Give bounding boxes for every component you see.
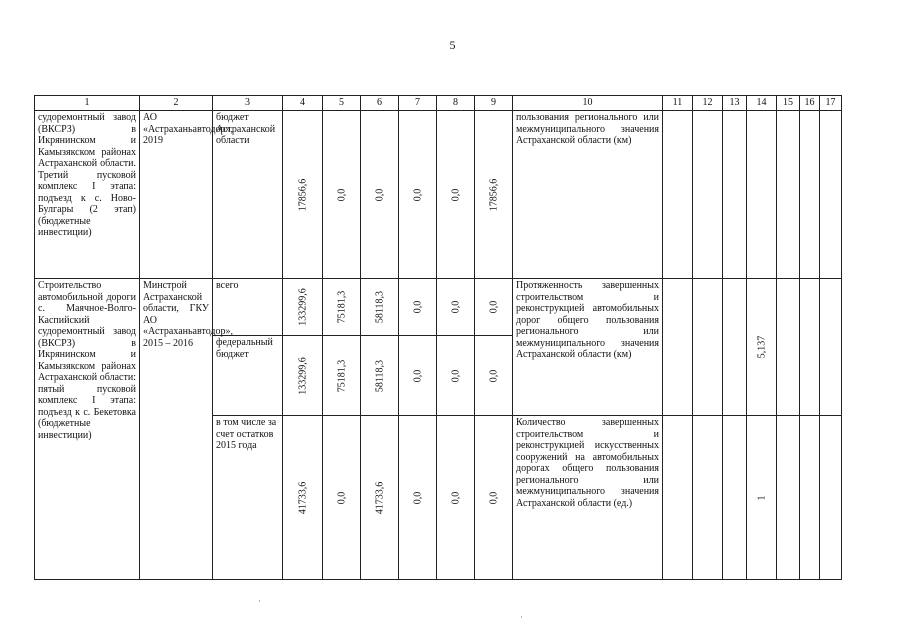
funding-source-cell: федеральный бюджет xyxy=(213,336,283,416)
indicator-value-cell: 5,137 xyxy=(747,279,777,416)
empty-cell xyxy=(747,111,777,279)
page-number: 5 xyxy=(449,38,456,52)
indicator-value-cell: 1 xyxy=(747,416,777,580)
indicator-cell: пользования регионального или межмуниципального значения Астраханской области (км) xyxy=(513,111,663,279)
empty-cell xyxy=(777,416,800,580)
header-cell: 4 xyxy=(283,96,323,111)
value-cell: 0,0 xyxy=(437,279,475,336)
header-cell: 11 xyxy=(663,96,693,111)
header-cell: 1 xyxy=(35,96,140,111)
header-row xyxy=(35,96,842,111)
scan-mark: · xyxy=(520,612,523,622)
object-name-cell: Строительство автомобильной дороги с. Маячное-Волго-Каспийский судоремонтный завод (ВКСРЗ) в Икрянинском и Камызякском районах Астраханской области: пятый пусковой комплекс I этапа: подъезд к с. Бекетовка (бюджетные инвестиции) xyxy=(35,279,140,580)
table-row xyxy=(35,111,842,279)
header-cell: 14 xyxy=(747,96,777,111)
header-cell: 9 xyxy=(475,96,513,111)
value-cell: 0,0 xyxy=(475,336,513,416)
header-cell: 2 xyxy=(140,96,213,111)
header-cell: 8 xyxy=(437,96,475,111)
header-cell: 6 xyxy=(361,96,399,111)
value-cell: 58118,3 xyxy=(361,336,399,416)
empty-cell xyxy=(800,416,820,580)
funding-source-cell: бюджет Астраханской области xyxy=(213,111,283,279)
value-cell: 133299,6 xyxy=(283,336,323,416)
value-cell: 17856,6 xyxy=(475,111,513,279)
empty-cell xyxy=(777,111,800,279)
value-cell: 58118,3 xyxy=(361,279,399,336)
empty-cell xyxy=(800,279,820,416)
indicator-cell: Протяженность завершенных строительством и реконструкцией автомобильных дорог общего пользования регионального или межмуниципального значения Астраханской области (км) xyxy=(513,279,663,416)
value-cell: 41733,6 xyxy=(361,416,399,580)
empty-cell xyxy=(663,279,693,416)
value-cell: 0,0 xyxy=(437,336,475,416)
empty-cell xyxy=(663,416,693,580)
table-row xyxy=(35,279,842,336)
value-cell: 0,0 xyxy=(399,336,437,416)
header-cell: 17 xyxy=(820,96,842,111)
header-cell: 16 xyxy=(800,96,820,111)
header-cell: 13 xyxy=(723,96,747,111)
indicator-cell: Количество завершенных строительством и реконструкцией искусственных сооружений на автомобильных дорогах общего пользования регионального или межмуниципального значения Астраханской области (ед.) xyxy=(513,416,663,580)
value-cell: 0,0 xyxy=(399,111,437,279)
header-cell: 5 xyxy=(323,96,361,111)
value-cell: 75181,3 xyxy=(323,336,361,416)
empty-cell xyxy=(723,111,747,279)
customer-cell: Минстрой Астраханской области, ГКУ АО «Астраханьавтодор», 2015 – 2016 xyxy=(140,279,213,580)
value-cell: 0,0 xyxy=(475,416,513,580)
value-cell: 0,0 xyxy=(361,111,399,279)
program-table xyxy=(34,95,842,580)
header-cell: 3 xyxy=(213,96,283,111)
value-cell: 0,0 xyxy=(437,416,475,580)
value-cell: 75181,3 xyxy=(323,279,361,336)
value-cell: 0,0 xyxy=(437,111,475,279)
header-cell: 7 xyxy=(399,96,437,111)
empty-cell xyxy=(693,279,723,416)
empty-cell xyxy=(820,279,842,416)
header-cell: 10 xyxy=(513,96,663,111)
value-cell: 0,0 xyxy=(475,279,513,336)
empty-cell xyxy=(693,416,723,580)
empty-cell xyxy=(800,111,820,279)
empty-cell xyxy=(820,416,842,580)
empty-cell xyxy=(693,111,723,279)
customer-cell: АО «Астраханьавтодор», 2019 xyxy=(140,111,213,279)
header-cell: 15 xyxy=(777,96,800,111)
empty-cell xyxy=(663,111,693,279)
value-cell: 17856,6 xyxy=(283,111,323,279)
header-cell: 12 xyxy=(693,96,723,111)
scan-mark: · xyxy=(258,596,261,606)
value-cell: 133299,6 xyxy=(283,279,323,336)
empty-cell xyxy=(820,111,842,279)
funding-source-cell: всего xyxy=(213,279,283,336)
empty-cell xyxy=(723,279,747,416)
value-cell: 41733,6 xyxy=(283,416,323,580)
empty-cell xyxy=(723,416,747,580)
value-cell: 0,0 xyxy=(399,279,437,336)
empty-cell xyxy=(777,279,800,416)
funding-source-cell: в том числе за счет остатков 2015 года xyxy=(213,416,283,580)
value-cell: 0,0 xyxy=(323,111,361,279)
value-cell: 0,0 xyxy=(399,416,437,580)
object-name-cell: судоремонтный завод (ВКСРЗ) в Икрянинском и Камызякском районах Астраханской области. Третий пусковой комплекс I этапа: подъезд к с. Ново-Булгары (2 этап) (бюджетные инвестиции) xyxy=(35,111,140,279)
value-cell: 0,0 xyxy=(323,416,361,580)
